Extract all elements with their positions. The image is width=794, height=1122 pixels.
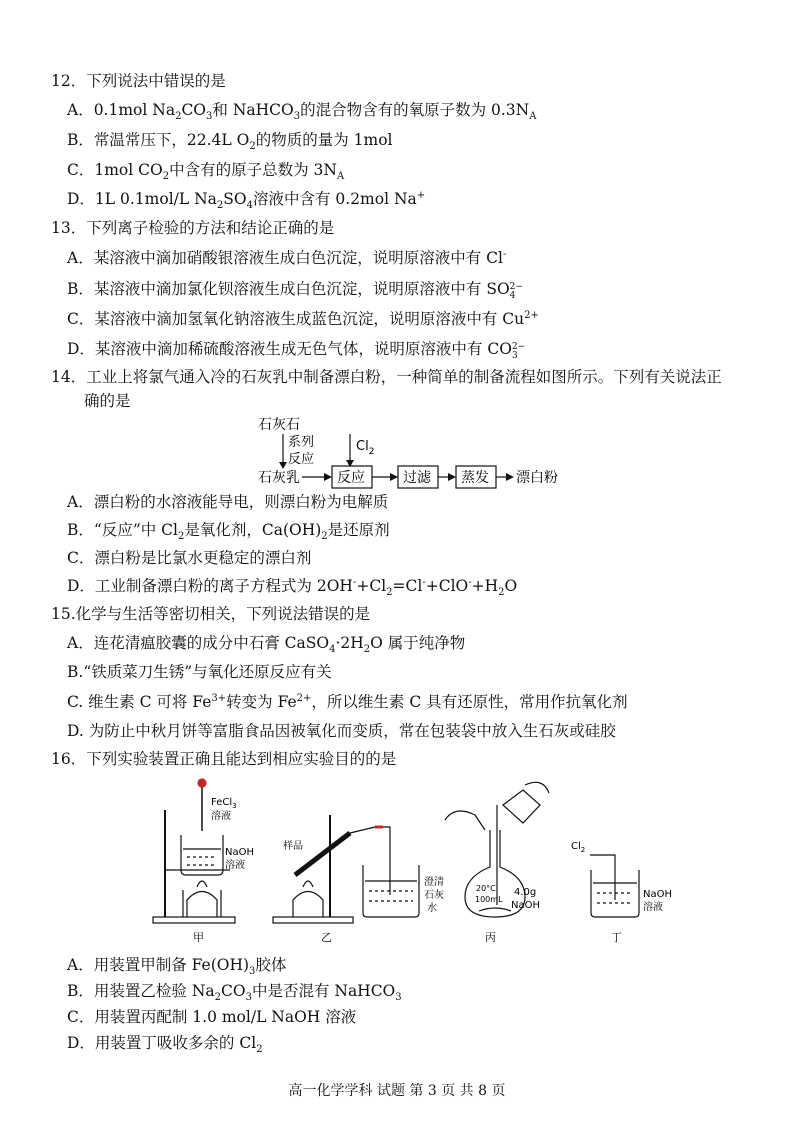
- jia-base: [153, 917, 235, 923]
- subscript: 3: [249, 966, 256, 978]
- subscript: 2: [162, 171, 170, 183]
- q13-option-a: [67, 248, 506, 268]
- text: D．1L 0.1mol/L Na: [67, 190, 217, 208]
- text: 是氧化剂，Ca(OH): [184, 521, 322, 539]
- ion-charge-stack: [512, 343, 525, 361]
- flow-box3-label: 蒸发: [461, 470, 489, 486]
- subscript: 3: [206, 111, 213, 123]
- subscript: 3: [245, 992, 252, 1004]
- text: +H: [471, 577, 499, 595]
- text: B．用装置乙检验 Na: [67, 982, 215, 1000]
- text: FeCl: [211, 797, 233, 808]
- subscript: 3: [395, 992, 402, 1004]
- flow-arrowhead: [390, 473, 398, 481]
- subscript: 2: [177, 531, 185, 543]
- bing-hand-left: [445, 811, 485, 830]
- q16-option-c: C．用装置丙配制 1.0 mol/L NaOH 溶液: [67, 1008, 357, 1026]
- jia-naoh-label: NaOH: [225, 847, 254, 858]
- subscript: 4: [329, 644, 336, 656]
- text: A．某溶液中滴加硝酸银溶液生成白色沉淀，说明原溶液中有 Cl: [67, 249, 503, 267]
- apparatus-ding: [590, 855, 639, 917]
- q12-option-b: [67, 130, 393, 153]
- yi-base: [273, 917, 353, 923]
- q15-option-b: B.“铁质菜刀生锈”与氧化还原反应有关: [67, 663, 332, 681]
- ding-solution-label: 溶液: [643, 902, 663, 913]
- q15-option-c: [67, 692, 628, 712]
- text: B．常温常压下，22.4L O: [67, 131, 250, 149]
- page-footer: 高一化学学科 试题 第 3 页 共 8 页: [288, 1083, 506, 1099]
- label-ding: 丁: [611, 931, 622, 944]
- text: B．某溶液中滴加氯化钡溶液生成白色沉淀，说明原溶液中有 SO: [67, 280, 510, 298]
- text: CO: [181, 101, 207, 119]
- subscript: 2: [256, 1044, 263, 1056]
- text: D．用装置丁吸收多余的 Cl: [67, 1034, 257, 1052]
- text: A．0.1mol Na: [67, 101, 176, 119]
- subscript: 2: [498, 587, 505, 599]
- text: D．某溶液中滴加稀硫酸溶液生成无色气体，说明原溶液中有 CO: [67, 340, 512, 358]
- text: 的混合物含有的氧原子数为 0.3N: [300, 101, 530, 119]
- text: 中含有的原子总数为 3N: [169, 161, 337, 179]
- yi-sample-label: 样品: [283, 841, 303, 852]
- subscript: 3: [293, 111, 301, 123]
- jia-naoh-solution-label: 溶液: [225, 860, 245, 871]
- yi-lamp: [293, 892, 323, 918]
- text: C. 维生素 C 可将 Fe: [67, 693, 212, 711]
- q14-option-b: [67, 520, 390, 543]
- yi-test-tube: [295, 833, 350, 875]
- subscript: 2: [368, 447, 375, 457]
- ion-charge-stack: [510, 283, 523, 301]
- label-jia: 甲: [193, 931, 204, 944]
- text: 是还原剂: [327, 521, 390, 539]
- subscript: 2: [249, 141, 256, 153]
- subscript: 2: [216, 200, 224, 212]
- bing-naoh-label: NaOH: [511, 900, 540, 911]
- flow-cl2: [356, 439, 374, 457]
- yi-flame: [303, 881, 313, 887]
- superscript: 2−: [509, 282, 523, 292]
- ding-naoh-label: NaOH: [643, 889, 672, 900]
- flow-limestone: 石灰石: [258, 417, 300, 433]
- bing-temp-label: 20°C: [476, 884, 496, 893]
- jia-solution-label: 溶液: [211, 811, 231, 822]
- bing-beaker-tilted: [503, 790, 540, 823]
- bleach-flow-diagram: [250, 412, 580, 492]
- superscript: 3+: [211, 692, 227, 704]
- yi-delivery-tube-down: [383, 827, 390, 895]
- text: ·2H: [335, 634, 364, 652]
- yi-lime-label-1: 澄清: [424, 877, 444, 888]
- yi-lime-label-3: 水: [427, 903, 437, 914]
- text: CO: [221, 982, 246, 1000]
- text: O 属于纯净物: [370, 634, 466, 652]
- text: +ClO: [425, 577, 469, 595]
- superscript: -: [502, 248, 507, 260]
- bing-residue: [479, 908, 511, 911]
- text: ，所以维生素 C 具有还原性，常用作抗氧化剂: [311, 693, 628, 711]
- text: SO: [223, 190, 247, 208]
- subscript: 2: [214, 992, 221, 1004]
- question-15-stem: 15.化学与生活等密切相关，下列说法错误的是: [51, 605, 371, 623]
- subscript: 2: [363, 644, 371, 656]
- text: B．“反应”中 Cl: [67, 521, 178, 539]
- superscript: 2+: [296, 692, 312, 704]
- text: 胶体: [255, 956, 287, 974]
- q14-option-a: A．漂白粉的水溶液能导电，则漂白粉为电解质: [67, 493, 389, 511]
- flow-box2-label: 过滤: [403, 470, 431, 486]
- subscript: 2: [386, 587, 393, 599]
- label-bing: 丙: [485, 931, 496, 944]
- text: O: [504, 577, 518, 595]
- flow-reaction-word: 反应: [288, 452, 315, 467]
- jia-dropper-bulb: [198, 779, 206, 787]
- text: A．用装置甲制备 Fe(OH): [67, 956, 250, 974]
- subscript: 2: [321, 531, 328, 543]
- flow-product: 漂白粉: [516, 470, 558, 486]
- superscript: -: [352, 576, 357, 588]
- question-14-stem: 14．工业上将氯气通入冷的石灰乳中制备漂白粉，一种简单的制备流程如图所示。下列有关说法正: [51, 368, 722, 386]
- subscript: 4: [246, 200, 253, 212]
- q16-option-d: [67, 1033, 263, 1056]
- text: 转变为 Fe: [226, 693, 297, 711]
- q16-option-a: [67, 955, 287, 978]
- flow-arrowhead: [279, 462, 287, 469]
- q12-option-d: [67, 189, 426, 212]
- apparatus-yi: [273, 815, 419, 923]
- question-14-stem-cont: 确的是: [84, 392, 131, 410]
- flow-arrowhead: [506, 473, 514, 481]
- q15-option-a: [67, 633, 466, 656]
- flow-lime-milk: 石灰乳: [258, 470, 300, 486]
- question-16-stem: 16．下列实验装置正确且能达到相应实验目的的是: [51, 750, 397, 768]
- text: A．连花清瘟胶囊的成分中石膏 CaSO: [67, 634, 330, 652]
- subscript: 2: [580, 846, 586, 854]
- text: 溶液中含有 0.2mol Na: [252, 190, 417, 208]
- flow-box1-label: 反应: [337, 470, 365, 486]
- superscript: +: [416, 189, 426, 201]
- subscript: A: [529, 111, 537, 123]
- q15-option-d: D. 为防止中秋月饼等富脂食品因被氧化而变质，常在包装袋中放入生石灰或硅胶: [67, 722, 616, 740]
- question-12-stem: 12．下列说法中错误的是: [51, 72, 226, 90]
- jia-lamp: [187, 892, 217, 918]
- q12-option-a: [67, 100, 537, 123]
- superscript: -: [422, 576, 426, 588]
- text: C．1mol CO: [67, 161, 163, 179]
- ding-cl2-label: [571, 841, 585, 854]
- subscript: 3: [232, 802, 237, 810]
- jia-beaker: [181, 835, 223, 875]
- text: +Cl: [356, 577, 387, 595]
- subscript: 2: [175, 111, 182, 123]
- text: =Cl: [392, 577, 423, 595]
- label-yi: 乙: [321, 931, 332, 944]
- text: D．工业制备漂白粉的离子方程式为 2OH: [67, 577, 353, 595]
- apparatus-figure: [145, 775, 685, 945]
- q14-option-d: [67, 576, 518, 599]
- text: Cl: [571, 841, 581, 852]
- q13-option-b: [67, 279, 523, 301]
- subscript: 4: [509, 291, 516, 301]
- subscript: A: [336, 171, 345, 183]
- jia-fecl3-label: [211, 797, 237, 810]
- text: 和 NaHCO: [212, 101, 294, 119]
- text: C．某溶液中滴加氢氧化钠溶液生成蓝色沉淀，说明原溶液中有 Cu: [67, 310, 525, 328]
- bing-hand-right: [525, 782, 549, 793]
- question-13-stem: 13．下列离子检验的方法和结论正确的是: [51, 219, 335, 237]
- superscript: 2+: [524, 309, 539, 321]
- superscript: 2−: [511, 342, 526, 352]
- q13-option-c: [67, 309, 539, 329]
- flow-arrowhead: [324, 473, 332, 481]
- superscript: -: [468, 576, 472, 588]
- text: 中是否混有 NaHCO: [251, 982, 396, 1000]
- q13-option-d: [67, 339, 525, 361]
- q12-option-c: [67, 160, 345, 183]
- flow-arrowhead: [448, 473, 456, 481]
- q14-option-c: C．漂白粉是比氯水更稳定的漂白剂: [67, 549, 312, 567]
- flow-series: 系列: [288, 435, 315, 450]
- jia-flame: [197, 881, 207, 887]
- text: 的物质的量为 1mol: [255, 131, 393, 149]
- q16-option-b: [67, 981, 402, 1004]
- text: Cl: [356, 439, 369, 454]
- bing-volume-label: 100mL: [475, 895, 503, 904]
- subscript: 3: [511, 351, 518, 361]
- bing-mass-label: 4.0g: [514, 887, 537, 898]
- yi-lime-label-2: 石灰: [424, 890, 444, 901]
- yi-delivery-tube: [350, 827, 375, 833]
